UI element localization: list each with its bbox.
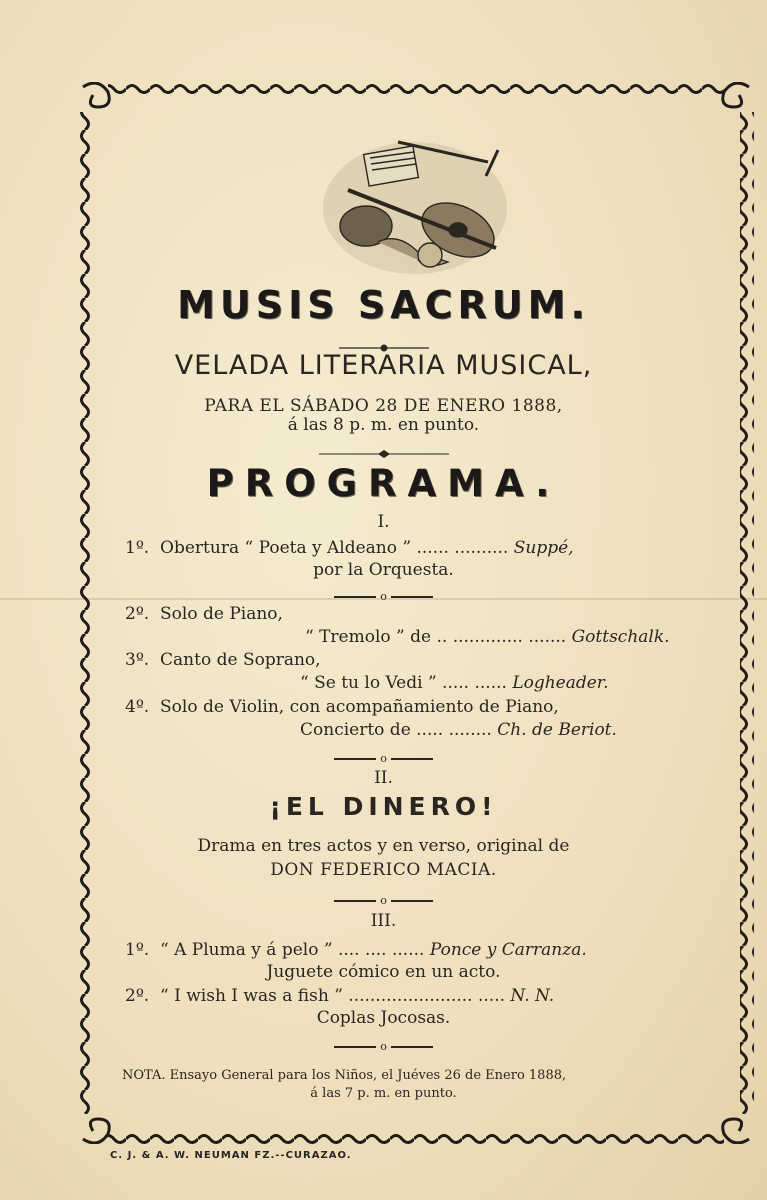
event-date: PARA EL SÁBADO 28 DE ENERO 1888, xyxy=(204,396,563,416)
program-item-5 xyxy=(125,940,587,960)
item-composer: Logheader. xyxy=(512,673,609,693)
program-item-2 xyxy=(125,604,283,624)
item-title: Solo de Violin, con acompañamiento de Piano, xyxy=(160,697,559,717)
section-numeral-1: I. xyxy=(377,512,390,532)
drama-title: ¡EL DINERO! xyxy=(269,792,498,821)
item-number: 1º. xyxy=(125,538,150,558)
program-item-6 xyxy=(125,986,554,1006)
item-number: 4º. xyxy=(125,697,150,717)
program-item-1 xyxy=(125,538,574,558)
musical-instruments-illustration xyxy=(318,130,513,280)
printer-credit: C. J. & A. W. NEUMAN FZ.--CURAZAO. xyxy=(110,1150,352,1161)
item-title: Obertura “ Poeta y Aldeano ” ...... .......... xyxy=(160,538,514,558)
event-title: VELADA LITERARIA MUSICAL, xyxy=(174,350,593,381)
item-composer: N. N. xyxy=(510,986,555,1006)
program-item-4 xyxy=(125,697,559,717)
item-performer: por la Orquesta. xyxy=(313,560,454,580)
drama-author: DON FEDERICO MACIA. xyxy=(270,860,497,880)
separator: o xyxy=(0,752,767,765)
event-time: á las 8 p. m. en punto. xyxy=(287,415,480,435)
rehearsal-time: á las 7 p. m. en punto. xyxy=(310,1086,457,1101)
item-title: Solo de Piano, xyxy=(160,604,283,624)
program-title: PROGRAMA. xyxy=(206,462,561,505)
item-composer: Ponce y Carranza. xyxy=(429,940,587,960)
item-piece: “ Tremolo ” de .. ............. ....... xyxy=(305,627,567,647)
rehearsal-note: NOTA. Ensayo General para los Niños, el Juéves 26 de Enero 1888, xyxy=(122,1068,567,1083)
item-number: 2º. xyxy=(125,986,150,1006)
program-item-2-detail xyxy=(305,627,670,647)
program-item-3 xyxy=(125,650,321,670)
separator: o xyxy=(0,590,767,603)
item-composer: Suppé, xyxy=(513,538,574,558)
item-number: 2º. xyxy=(125,604,150,624)
item-title: Canto de Soprano, xyxy=(160,650,321,670)
item-composer: Ch. de Beriot. xyxy=(497,720,617,740)
item-title: “ A Pluma y á pelo ” .... .... ...... xyxy=(160,940,430,960)
section-numeral-3: III. xyxy=(370,911,397,931)
item-piece: “ Se tu lo Vedi ” ..... ...... xyxy=(300,673,513,693)
program-item-4-detail xyxy=(300,720,617,740)
program-item-3-detail xyxy=(300,673,608,693)
separator: o xyxy=(0,1040,767,1053)
item-piece: Concierto de ..... ........ xyxy=(300,720,498,740)
drama-description: Drama en tres actos y en verso, original de xyxy=(197,836,570,856)
item-number: 1º. xyxy=(125,940,150,960)
item-genre: Juguete cómico en un acto. xyxy=(266,962,501,982)
main-title: MUSIS SACRUM. xyxy=(177,283,590,327)
section-numeral-2: II. xyxy=(374,768,393,788)
item-number: 3º. xyxy=(125,650,150,670)
separator: o xyxy=(0,894,767,907)
item-title: “ I wish I was a fish ” ....................... ..... xyxy=(160,986,511,1006)
date-divider xyxy=(0,444,767,463)
item-composer: Gottschalk. xyxy=(571,627,670,647)
item-genre: Coplas Jocosas. xyxy=(316,1008,451,1028)
